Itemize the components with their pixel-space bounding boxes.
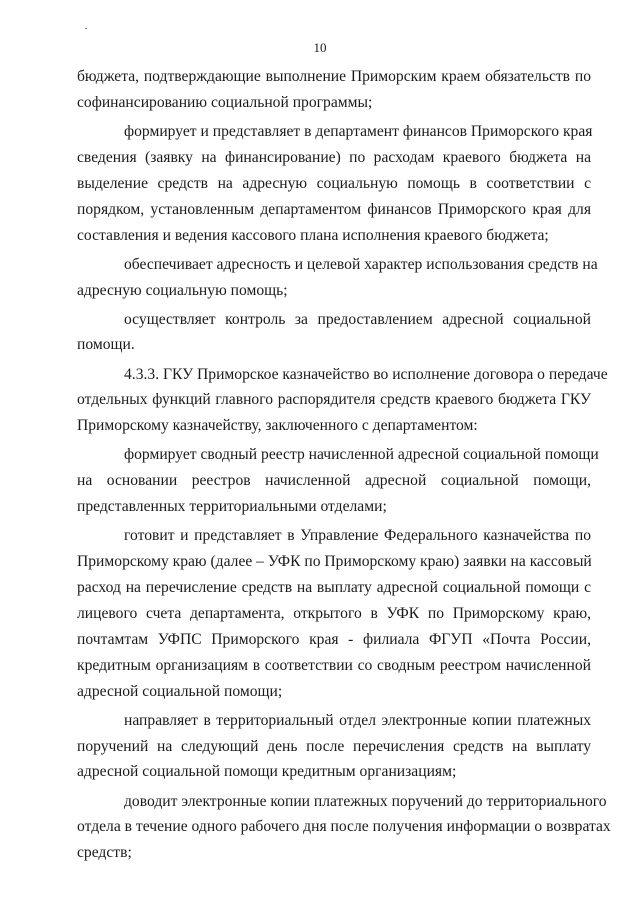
text-line: помощи. <box>77 336 135 354</box>
document-body <box>77 64 611 869</box>
text-line: адресной социальной помощи; <box>77 682 283 700</box>
text-line: софинансированию социальной программы; <box>77 93 373 111</box>
text-line: почтамтам УФПС Приморского края - филиала ФГУП «Почта России, <box>77 630 591 648</box>
text-line: кредитным организациям в соответствии со сводным реестром начисленной <box>77 656 591 674</box>
paragraph <box>77 789 611 867</box>
text-line: выделение средств на адресную социальную помощь в соответствии с <box>77 174 591 192</box>
paragraph <box>77 362 608 440</box>
text-line: доводит электронные копии платежных поручений до территориального <box>124 792 607 810</box>
text-line: обеспечивает адресность и целевой характер использования средств на <box>124 255 598 273</box>
text-line: расход на перечисление средств на выплату адресной социальной помощи с <box>77 579 591 597</box>
text-line: составления и ведения кассового плана исполнения краевого бюджета; <box>77 226 549 244</box>
text-line: Приморскому казначейству, заключенного с департаментом: <box>77 417 478 435</box>
paragraph <box>77 119 591 248</box>
text-line: Приморскому краю (далее – УФК по Приморскому краю) заявки на кассовый <box>77 553 592 571</box>
paragraph <box>77 307 591 359</box>
scan-mark <box>85 28 87 29</box>
paragraph <box>77 708 591 786</box>
text-line: отдельных функций главного распорядителя средств краевого бюджета ГКУ <box>77 391 591 409</box>
text-line: лицевого счета департамента, открытого в УФК по Приморскому краю, <box>77 604 591 622</box>
text-line: бюджета, подтверждающие выполнение Приморским краем обязательств по <box>77 68 591 85</box>
paragraph <box>77 523 591 704</box>
page-number: 10 <box>313 40 327 55</box>
paragraph <box>77 64 591 116</box>
text-line: представленных территориальными отделами; <box>77 498 387 516</box>
text-line: сведения (заявку на финансирование) по расходам краевого бюджета на <box>77 148 591 166</box>
text-line: поручений на следующий день после перечисления средств на выплату <box>77 737 591 755</box>
text-line: отдела в течение одного рабочего дня после получения информации о возвратах <box>77 818 611 836</box>
text-line: 4.3.3. ГКУ Приморское казначейство во исполнение договора о передаче <box>124 365 608 383</box>
text-line: адресной социальной помощи кредитным организациям; <box>77 763 457 781</box>
paragraph <box>77 442 599 520</box>
text-line: осуществляет контроль за предоставлением адресной социальной <box>124 310 591 328</box>
text-line: формирует и представляет в департамент финансов Приморского края <box>124 122 593 140</box>
text-line: формирует сводный реестр начисленной адресной социальной помощи <box>124 446 599 464</box>
text-line: готовит и представляет в Управление Федерального казначейства по <box>124 527 591 545</box>
text-line: средств; <box>77 844 132 862</box>
text-line: направляет в территориальный отдел электронные копии платежных <box>124 711 591 729</box>
text-line: на основании реестров начисленной адресной социальной помощи, <box>77 472 591 490</box>
text-line: порядком, установленным департаментом финансов Приморского края для <box>77 200 591 218</box>
paragraph <box>77 252 598 304</box>
text-line: адресную социальную помощь; <box>77 281 288 299</box>
